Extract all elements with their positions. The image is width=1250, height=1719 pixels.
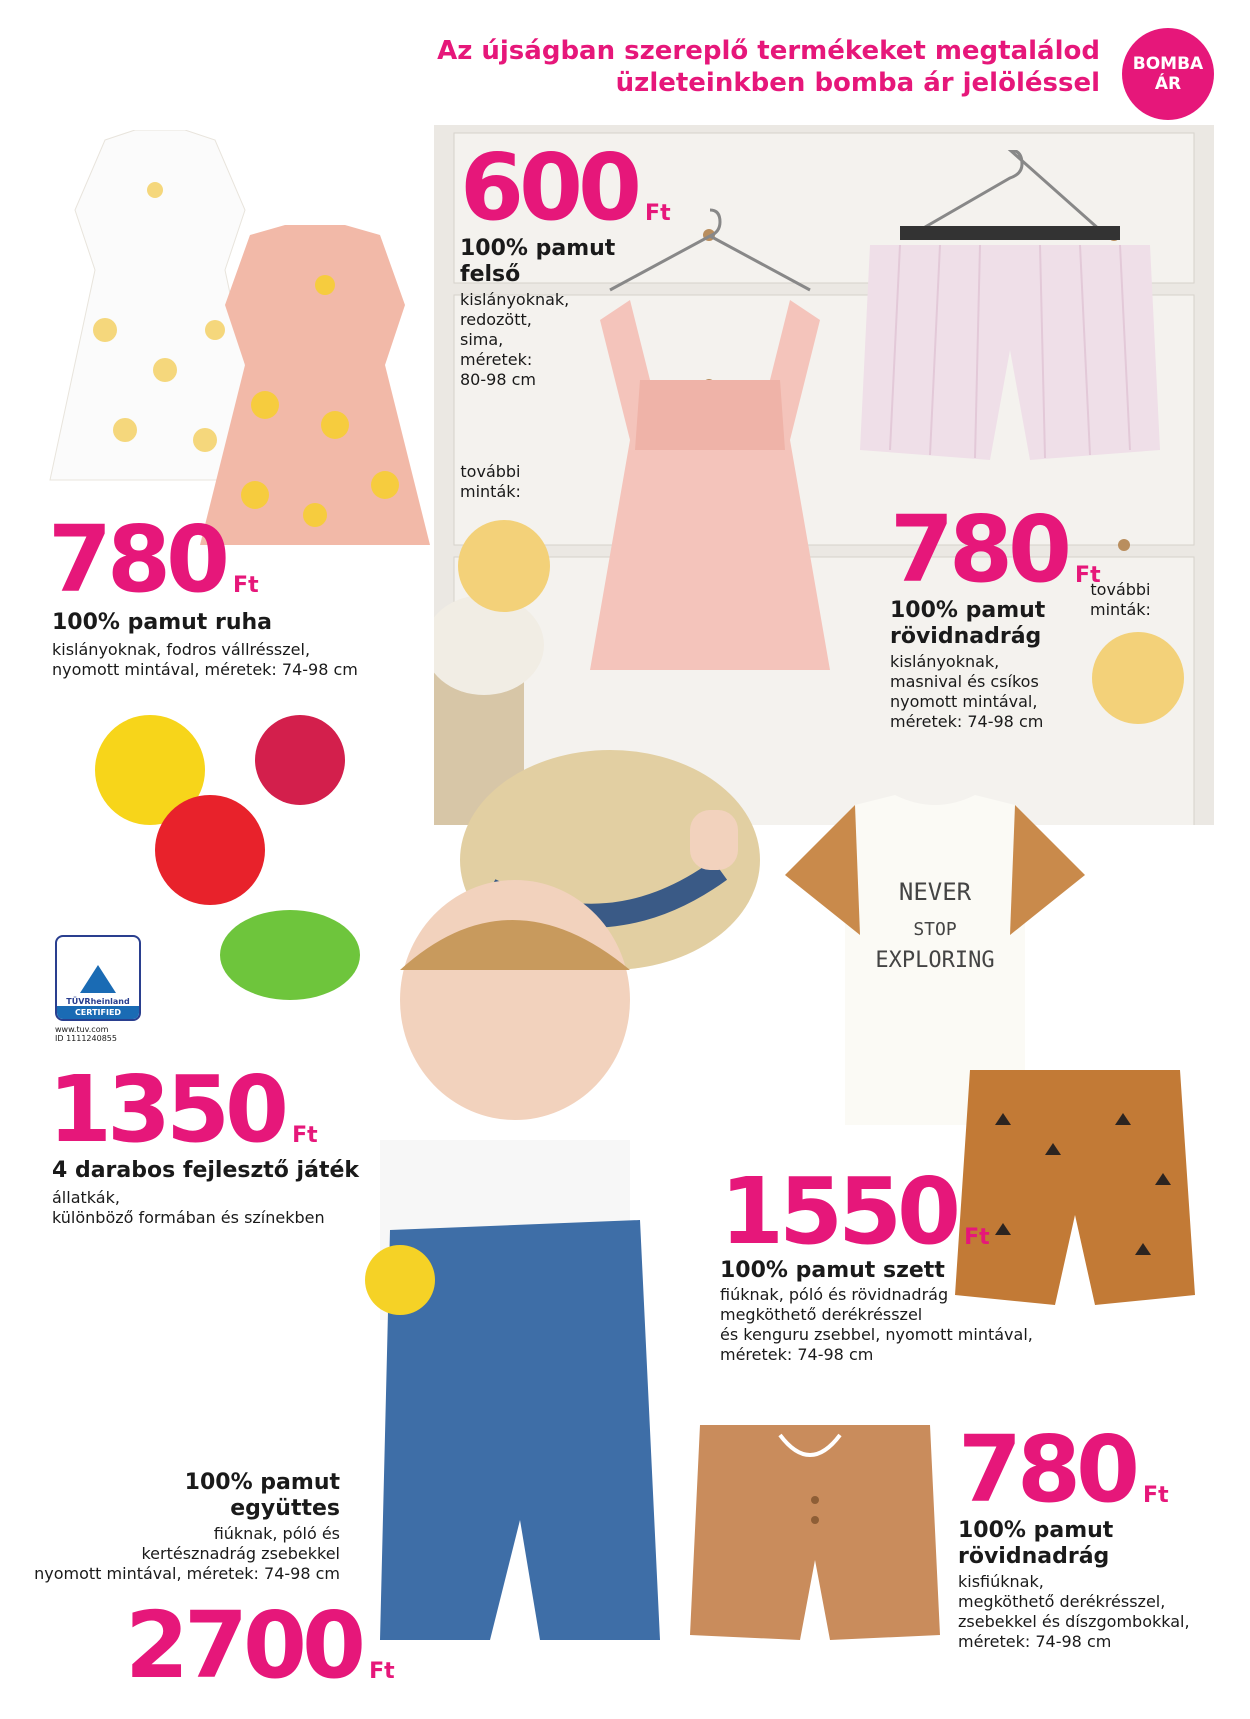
boy-shorts-title-line2: rövidnadrág xyxy=(958,1544,1110,1569)
top-desc-line: redozött, xyxy=(460,310,532,329)
boy-shorts-desc-line: kisfiúknak, xyxy=(958,1572,1044,1591)
tuv-id: ID 1111240855 xyxy=(55,1034,117,1043)
toy-description xyxy=(52,1188,325,1228)
badge-line-2: ÁR xyxy=(1154,74,1182,94)
girl-shorts-title-line1: 100% pamut xyxy=(890,598,1046,623)
header-line-2: üzleteinkben bomba ár jelöléssel xyxy=(615,68,1100,98)
tuv-label: CERTIFIED xyxy=(57,1006,139,1019)
top-more-line: minták: xyxy=(460,482,521,501)
girl-shorts-more-patterns xyxy=(1090,580,1151,620)
top-more-line: további xyxy=(460,462,521,481)
tuv-brand: TÜVRheinland xyxy=(66,997,130,1006)
top-price-currency: Ft xyxy=(645,201,671,226)
overall-price-currency: Ft xyxy=(369,1659,395,1684)
dress-title: 100% pamut ruha xyxy=(52,610,272,635)
header-line-1: Az újságban szereplő termékeket megtalálod xyxy=(437,36,1100,66)
top-desc-line: sima, xyxy=(460,330,504,349)
girl-shorts-desc-line: kislányoknak, xyxy=(890,652,1000,671)
tshirt-print-line2: STOP xyxy=(913,919,957,940)
toy-price xyxy=(48,1056,318,1163)
tuv-triangle-icon xyxy=(78,963,118,995)
top-price xyxy=(460,134,671,241)
top-pattern-swatch xyxy=(458,520,550,612)
dress-desc-line: nyomott mintával, méretek: 74-98 cm xyxy=(52,660,358,679)
toy-desc-line: különböző formában és színekben xyxy=(52,1208,325,1227)
girl-shorts-desc-line: masnival és csíkos xyxy=(890,672,1039,691)
boy-shorts-price xyxy=(958,1416,1169,1523)
girl-shorts-more-line: minták: xyxy=(1090,600,1151,619)
set-desc-line: méretek: 74-98 cm xyxy=(720,1345,874,1364)
top-desc-line: méretek: xyxy=(460,350,533,369)
set-price-value: 1550 xyxy=(720,1158,957,1265)
toy-price-currency: Ft xyxy=(292,1123,318,1148)
set-description xyxy=(720,1285,1033,1365)
toy-title: 4 darabos fejlesztő játék xyxy=(52,1158,360,1183)
tshirt-print-line1: NEVER xyxy=(898,878,972,906)
girl-shorts-price-currency: Ft xyxy=(1075,563,1101,588)
bomba-ar-badge xyxy=(1122,28,1214,120)
set-price xyxy=(720,1158,990,1265)
top-title xyxy=(460,236,615,288)
top-price-value: 600 xyxy=(460,134,638,241)
boy-shorts-desc-line: megköthető derékrésszel, xyxy=(958,1592,1166,1611)
light-brown-shorts-image xyxy=(690,1420,940,1650)
overall-title-line2: együttes xyxy=(230,1496,340,1521)
pink-dress-image xyxy=(195,225,435,555)
pink-shorts-image xyxy=(860,150,1160,490)
girl-shorts-title-line2: rövidnadrág xyxy=(890,624,1042,649)
overall-title-line1: 100% pamut xyxy=(184,1470,340,1495)
overall-price-value: 2700 xyxy=(125,1592,362,1699)
overall-desc-line: fiúknak, póló és xyxy=(213,1524,340,1543)
boy-shorts-title xyxy=(958,1518,1113,1570)
top-title-line2: felső xyxy=(460,262,521,287)
overall-desc-line: nyomott mintával, méretek: 74-98 cm xyxy=(34,1564,340,1583)
girl-shorts-description xyxy=(890,652,1043,732)
boy-shorts-price-value: 780 xyxy=(958,1416,1136,1523)
dress-price xyxy=(48,506,259,613)
toy-price-value: 1350 xyxy=(48,1056,285,1163)
set-title: 100% pamut szett xyxy=(720,1258,945,1283)
set-desc-line: és kenguru zsebbel, nyomott mintával, xyxy=(720,1325,1033,1344)
girl-shorts-price xyxy=(890,496,1101,603)
top-desc-line: 80-98 cm xyxy=(460,370,536,389)
dress-price-currency: Ft xyxy=(233,573,259,598)
girl-shorts-price-value: 780 xyxy=(890,496,1068,603)
girl-shorts-pattern-swatch xyxy=(1092,632,1184,724)
boy-shorts-description xyxy=(958,1572,1190,1652)
pink-top-image xyxy=(580,200,840,700)
tuv-certificate xyxy=(55,935,137,1043)
set-desc-line: fiúknak, póló és rövidnadrág xyxy=(720,1285,949,1304)
girl-shorts-desc-line: méretek: 74-98 cm xyxy=(890,712,1044,731)
girl-shorts-title xyxy=(890,598,1045,650)
overall-title xyxy=(185,1470,340,1522)
boy-shorts-price-currency: Ft xyxy=(1143,1483,1169,1508)
tshirt-print-line3: EXPLORING xyxy=(875,948,995,973)
tuv-url: www.tuv.com xyxy=(55,1025,109,1034)
top-desc-line: kislányoknak, xyxy=(460,290,570,309)
brown-shorts-image xyxy=(955,1065,1195,1315)
boy-shorts-desc-line: zsebekkel és díszgombokkal, xyxy=(958,1612,1190,1631)
top-description xyxy=(460,290,569,390)
girl-shorts-more-line: további xyxy=(1090,580,1151,599)
top-more-patterns xyxy=(460,462,521,502)
overall-desc-line: kertésznadrág zsebekkel xyxy=(141,1544,340,1563)
toy-desc-line: állatkák, xyxy=(52,1188,120,1207)
badge-line-1: BOMBA xyxy=(1132,54,1204,74)
dress-desc-line: kislányoknak, fodros vállrésszel, xyxy=(52,640,311,659)
girl-shorts-desc-line: nyomott mintával, xyxy=(890,692,1038,711)
set-price-currency: Ft xyxy=(964,1225,990,1250)
dress-price-value: 780 xyxy=(48,506,226,613)
boy-shorts-title-line1: 100% pamut xyxy=(958,1518,1114,1543)
dress-description xyxy=(52,640,358,680)
overall-description xyxy=(34,1524,340,1584)
top-title-line1: 100% pamut xyxy=(460,236,616,261)
set-desc-line: megköthető derékrésszel xyxy=(720,1305,923,1324)
boy-shorts-desc-line: méretek: 74-98 cm xyxy=(958,1632,1112,1651)
overall-price xyxy=(125,1592,395,1699)
